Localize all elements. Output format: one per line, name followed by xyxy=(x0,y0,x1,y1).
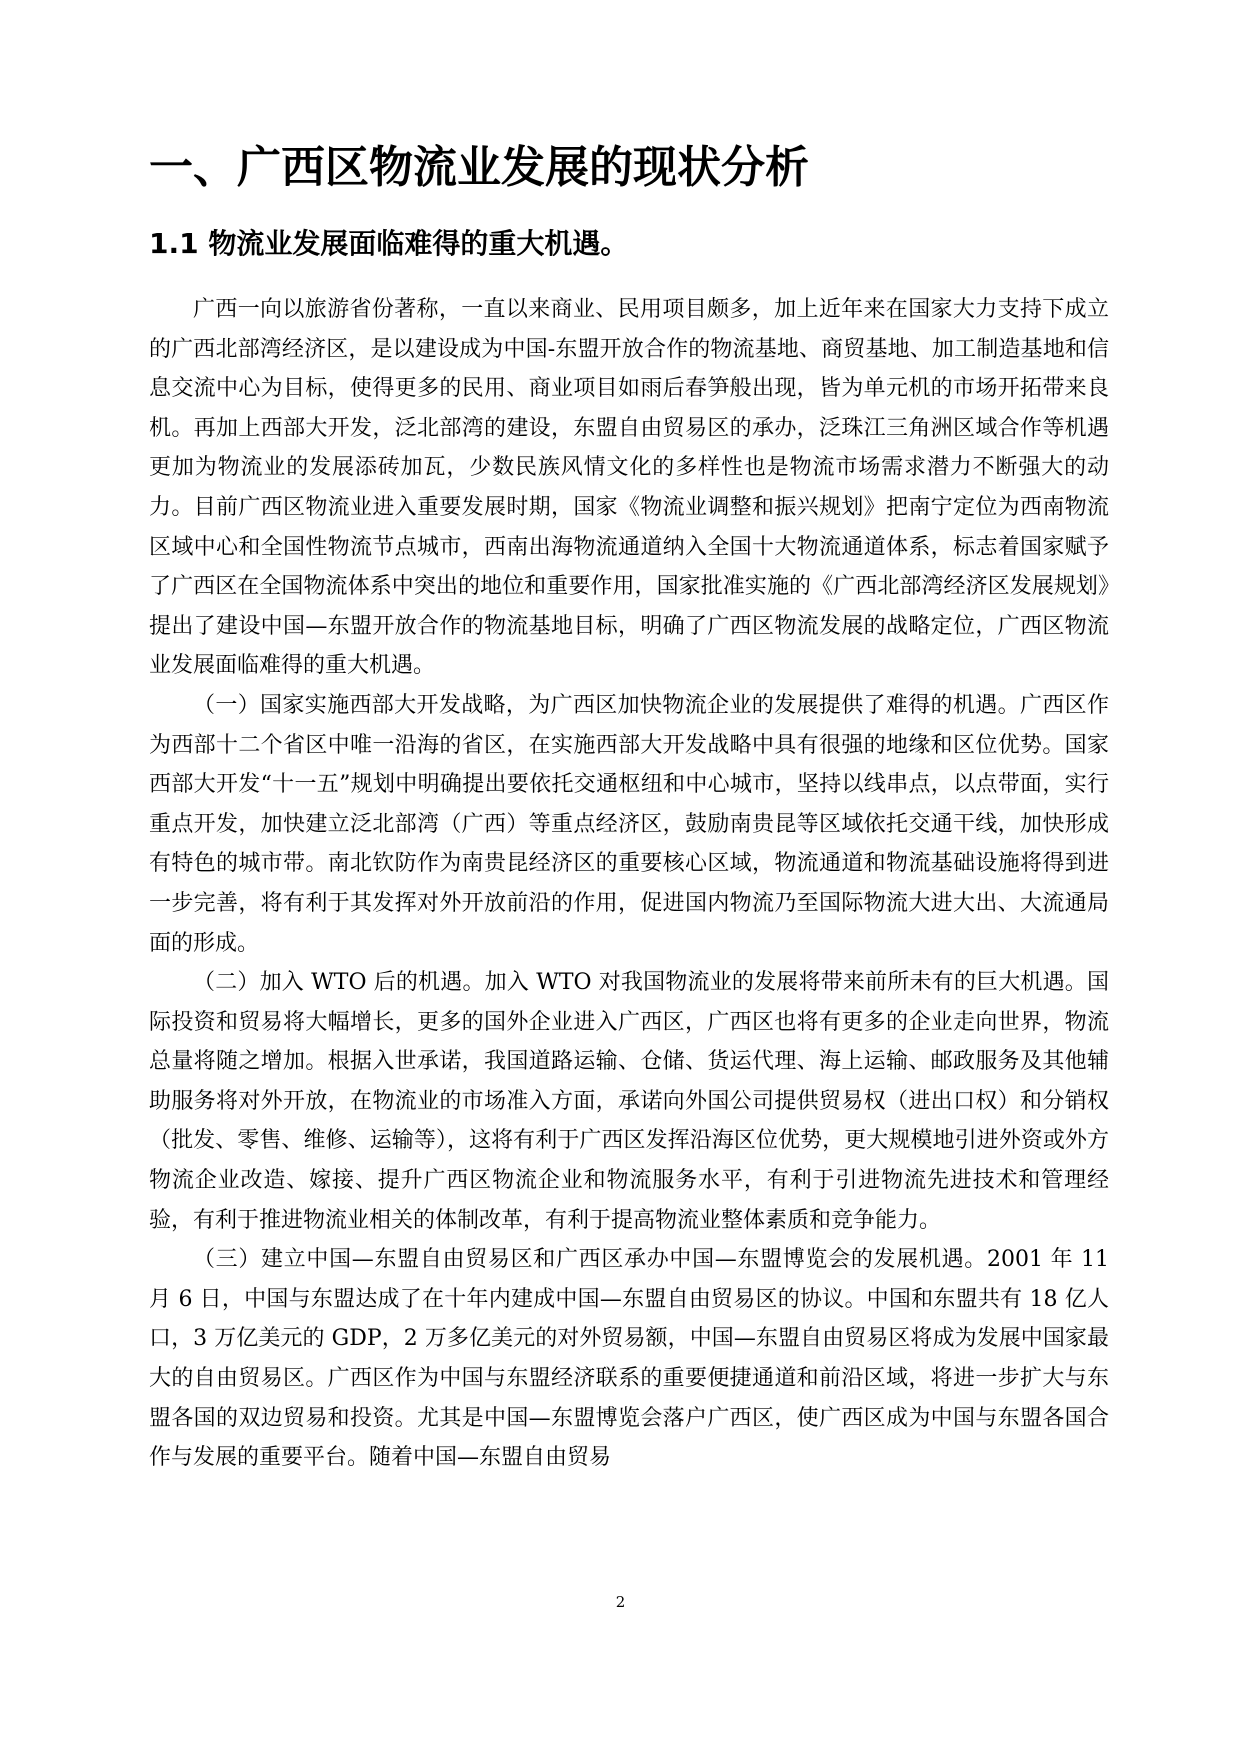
body-text xyxy=(149,290,1109,1478)
paragraph-western-development: （一）国家实施西部大开发战略，为广西区加快物流企业的发展提供了难得的机遇。广西区作为西部十二个省区中唯一沿海的省区，在实施西部大开发战略中具有很强的地缘和区位优势。国家西部大开发“十一五”规划中明确提出要依托交通枢纽和中心城市，坚持以线串点，以点带面，实行重点开发，加快建立泛北部湾（广西）等重点经济区，鼓励南贵昆等区域依托交通干线，加快形成有特色的城市带。南北钦防作为南贵昆经济区的重要核心区域，物流通道和物流基础设施将得到进一步完善，将有利于其发挥对外开放前沿的作用，促进国内物流乃至国际物流大进大出、大流通局面的形成。 xyxy=(149,692,1109,956)
paragraph-wto: （二）加入 WTO 后的机遇。加入 WTO 对我国物流业的发展将带来前所未有的巨大机遇。国际投资和贸易将大幅增长，更多的国外企业进入广西区，广西区也将有更多的企业走向世界，物流总量将随之增加。根据入世承诺，我国道路运输、仓储、货运代理、海上运输、邮政服务及其他辅助服务将对外开放，在物流业的市场准入方面，承诺向外国公司提供贸易权（进出口权）和分销权（批发、零售、维修、运输等），这将有利于广西区发挥沿海区位优势，更大规模地引进外资或外方物流企业改造、嫁接、提升广西区物流企业和物流服务水平，有利于引进物流先进技术和管理经验，有利于推进物流业相关的体制改革，有利于提高物流业整体素质和竞争能力。 xyxy=(149,970,1109,1233)
paragraph-intro: 广西一向以旅游省份著称，一直以来商业、民用项目颇多，加上近年来在国家大力支持下成立的广西北部湾经济区，是以建设成为中国-东盟开放合作的物流基地、商贸基地、加工制造基地和信息交流中心为目标，使得更多的民用、商业项目如雨后春笋般出现，皆为单元机的市场开拓带来良机。再加上西部大开发，泛北部湾的建设，东盟自由贸易区的承办，泛珠江三角洲区域合作等机遇更加为物流业的发展添砖加瓦，少数民族风情文化的多样性也是物流市场需求潜力不断强大的动力。目前广西区物流业进入重要发展时期，国家《物流业调整和振兴规划》把南宁定位为西南物流区域中心和全国性物流节点城市，西南出海物流通道纳入全国十大物流通道体系，标志着国家赋予了广西区在全国物流体系中突出的地位和重要作用，国家批准实施的《广西北部湾经济区发展规划》提出了建设中国—东盟开放合作的物流基地目标，明确了广西区物流发展的战略定位，广西区物流业发展面临难得的重大机遇。 xyxy=(149,297,1109,679)
paragraph-china-asean: （三）建立中国—东盟自由贸易区和广西区承办中国—东盟博览会的发展机遇。2001 年 11 月 6 日，中国与东盟达成了在十年内建成中国—东盟自由贸易区的协议。中国和东盟共有 18 亿人口，3 万亿美元的 GDP，2 万多亿美元的对外贸易额，中国—东盟自由贸易区将成为发展中国家最大的自由贸易区。广西区作为中国与东盟经济联系的重要便捷通道和前沿区域，将进一步扩大与东盟各国的双边贸易和投资。尤其是中国—东盟博览会落户广西区，使广西区成为中国与东盟各国合作与发展的重要平台。随着中国—东盟自由贸易 xyxy=(149,1247,1109,1471)
chapter-title: 一、广西区物流业发展的现状分析 xyxy=(149,142,809,193)
page-number: 2 xyxy=(615,1593,626,1611)
section-title: 1.1 物流业发展面临难得的重大机遇。 xyxy=(149,227,629,260)
